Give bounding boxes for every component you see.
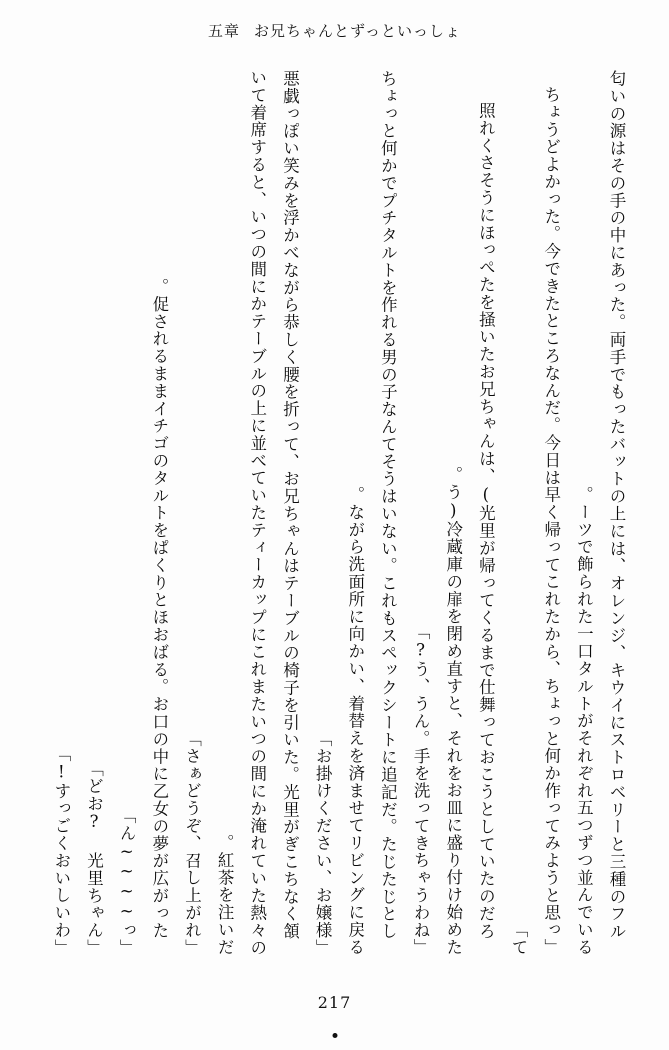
paragraph: 「どお? 光里ちゃん」 (84, 759, 104, 956)
chapter-title: お兄ちゃんとずっといっしょ (253, 22, 462, 40)
paragraph: 「ん~~~~っ」 (117, 806, 137, 956)
paragraph: 促されるままイチゴのタルトをぱくりとほおばる。お口の中に乙女の夢が広がった。 (149, 278, 169, 940)
print-mark-dot (332, 1033, 337, 1038)
paragraph: 「お掛けください、お嬢様」 (313, 729, 333, 956)
paragraph: 匂いの源はその手の中にあった。両手でもったバットの上には、オレンジ、キウイにストロベリーと三種のフルーツで飾られた一口タルトがそれぞれ五つずつ並んでいる。 (574, 69, 626, 956)
chapter-number: 五章 (207, 22, 240, 40)
paragraph: 悪戯っぽい笑みを浮かべながら恭しく腰を折って、お兄ちゃんはテーブルの椅子を引いた。光里がぎこちなく頷いて着席すると、いつの間にかテーブルの上に並べていたティーカップにこれまたいつの間にか淹れていた熱々の紅茶を注いだ。 (215, 68, 300, 956)
vertical-text-block (38, 66, 632, 956)
paragraph: 照れくさそうにほっぺたを掻いたお兄ちゃんは、(光里が帰ってくるまで仕舞っておこうとしていたのだろう)冷蔵庫の扉を閉め直すと、それをお皿に盛り付け始めた。 (443, 101, 496, 956)
paragraph: 「ちょうどよかった。今できたところなんだ。今日は早く帰ってこれたから、ちょっと何か作ってみようと思って」 (509, 85, 561, 956)
page-number: 217 (317, 993, 352, 1012)
paragraph: 「さぁどうぞ、召し上がれ」 (182, 729, 202, 956)
paragraph: 「う、うん。手を洗ってきちゃうわね?」 (411, 622, 431, 956)
paragraph: 「すっごくおいしいわ!」 (51, 744, 71, 956)
body-text-area (38, 66, 632, 966)
running-head (0, 20, 669, 41)
paragraph: ちょっと何かでプチタルトを作れる男の子なんてそうはいない。これもスペックシートに追記だ。たじたじとしながら洗面所に向かい、着替えを済ませてリビングに戻る。 (345, 69, 398, 956)
